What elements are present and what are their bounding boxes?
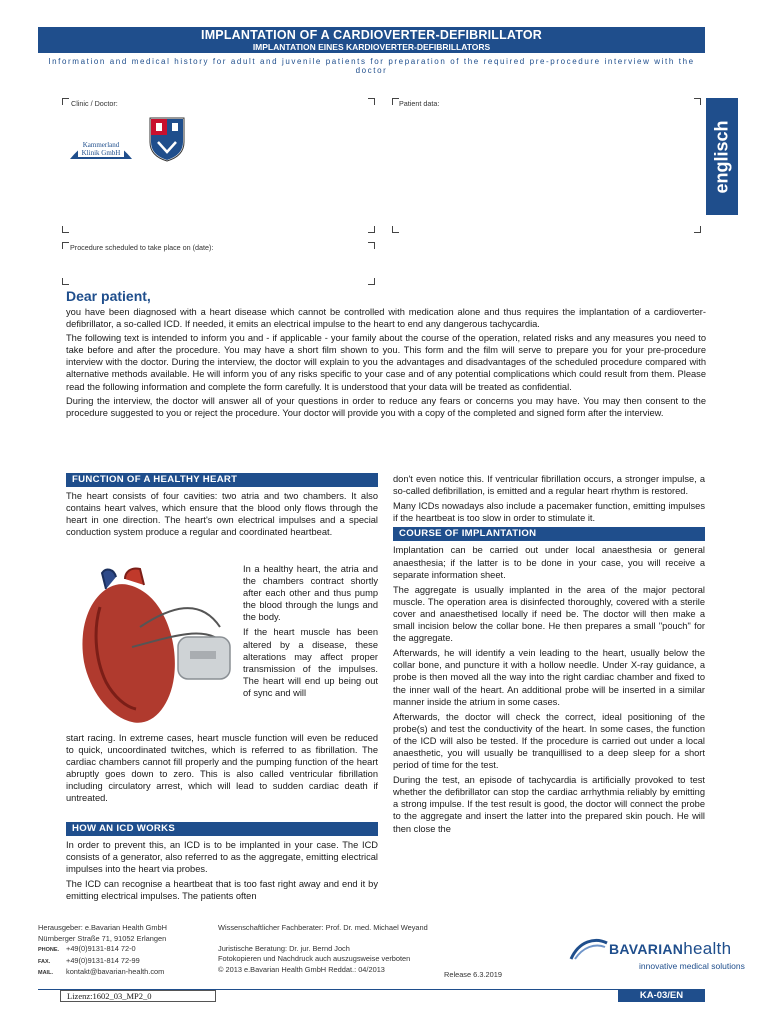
clinic-doctor-label: Clinic / Doctor:: [71, 99, 118, 108]
brand-tagline: innovative medical solutions: [639, 961, 745, 971]
paragraph: If the heart muscle has been altered by a disease, these alterations may affect proper transmission of the impulses. The heart will end up being out of sync and will: [243, 627, 378, 698]
paragraph: During the test, an episode of tachycardia is artificially provoked to test whether the defibrillator can stop the cardiac arrhythmia reliably by emitting a strong impulse. If the test result is good, the doctor will connect the probe to the aggregate and insert the latter into the prepared skin pouch. He will then close the: [393, 775, 705, 834]
paragraph: Many ICDs nowadays also include a pacemaker function, emitting impulses if the heartbeat is too slow in order to stimulate it.: [393, 501, 705, 524]
intro-text: [66, 306, 706, 421]
bavarian-health-swoosh-icon: [569, 935, 609, 961]
intro-paragraph: During the interview, the doctor will answer all of your questions in order to reduce any fears or concerns you may have. You may then consent to the procedure suggested to you or reject the procedure. Your doctor will provide you with a copy of the completed and signed form after the interview.: [66, 395, 706, 418]
paragraph: The heart consists of four cavities: two atria and two chambers. It also contains heart valves, which ensure that the blood only flows through the heart in one direction. The heart's own electrical impulses and a special conduction system produce a regular and coordinated heartbeat.: [66, 491, 378, 538]
section-heading-healthy-heart: FUNCTION OF A HEALTHY HEART: [66, 473, 378, 487]
field-corner: [694, 98, 701, 105]
legal-advisor: Juristische Beratung: Dr. jur. Bernd Joch: [218, 943, 350, 953]
clinic-logo-text-1: Kammerland: [82, 141, 120, 149]
mail-address: kontakt@bavarian-health.com: [66, 967, 165, 977]
clinic-logo-text-2: Klinik GmbH: [81, 149, 121, 157]
fax-number: +49(0)9131-814 72-99: [66, 955, 140, 965]
section-heading-course: COURSE OF IMPLANTATION: [393, 527, 705, 541]
icd-section: [66, 820, 378, 906]
brand-name: [609, 939, 731, 959]
field-corner: [368, 278, 375, 285]
clinic-logo: [68, 125, 134, 163]
field-corner: [62, 226, 69, 233]
brand-name-part-1: BAVARIAN: [609, 941, 684, 957]
field-corner: [694, 226, 701, 233]
fax-label: FAX.: [38, 958, 51, 965]
copyright: © 2013 e.Bavarian Health GmbH Reddat.: 04/2013: [218, 964, 385, 974]
field-corner: [62, 242, 69, 249]
field-corner: [368, 226, 375, 233]
bavarian-health-logo: [569, 935, 745, 975]
greeting: Dear patient,: [66, 288, 151, 304]
paragraph: Afterwards, he will identify a vein leading to the heart, usually below the collar bone, and puncture it with a hollow needle. Under X-ray guidance, a probe is then moved all the way into the right cardiac chamber and fixed to the inner wall of the heart. An additional probe will be inserted in a similar manner inside the atrium in some cases.: [393, 648, 705, 707]
heart-icd-illustration: [70, 567, 240, 732]
field-corner: [62, 98, 69, 105]
publisher-block: [38, 923, 228, 979]
language-tab: [706, 98, 738, 215]
patient-data-label: Patient data:: [399, 99, 440, 108]
language-label: englisch: [711, 119, 732, 194]
heart-text-block: [243, 563, 378, 702]
paragraph: Afterwards, the doctor will check the correct, ideal positioning of the probe(s) and test the conductivity of the heart. In some cases, the function of the ICD will also be tested. If the procedure is carried out under a local anaesthetic, you will usually be tranquillised to a deep sleep for a short period of time for the test.: [393, 711, 705, 771]
field-corner: [392, 226, 399, 233]
document-subtitle: IMPLANTATION EINES KARDIOVERTER-DEFIBRILLATORS: [252, 42, 491, 52]
scientific-advisor: Wissenschaftlicher Fachberater: Prof. Dr. med. Michael Weyand: [218, 923, 428, 932]
mail-label: MAIL.: [38, 970, 53, 977]
phone-number: +49(0)9131-814 72-0: [66, 944, 136, 954]
paragraph: In a healthy heart, the atria and the chambers contract shortly after each other and thus pump the blood through the lungs and the body.: [243, 564, 378, 623]
license-box: Lizenz:1602_03_MP2_0: [60, 990, 216, 1002]
procedure-date-label: Procedure scheduled to take place on (date):: [70, 243, 214, 252]
field-corner: [368, 98, 375, 105]
document-code: KA-03/EN: [618, 989, 705, 1002]
intro-paragraph: The following text is intended to inform you and - if applicable - your family about the course of the operation, related risks and any measures you need to take before and after the procedure. You may have a short film shown to you. This form and the film will serve to prepare you for your pre-procedure interview with the doctor. During the interview, the doctor will explain to you the advantages and disadvantages of the scheduled procedure compared with alternative methods available. He will inform you of any risks specific to your case and of any potential complications which could result from them. Please read the following information and complete the form carefully. It is understood that your data will be treated as confidential.: [66, 333, 706, 392]
credits-block: [218, 923, 518, 975]
release-version: Release 6.3.2019: [444, 970, 502, 979]
paragraph: Implantation can be carried out under local anaesthesia or general anaesthesia; if the latter is to be done in your case, you will receive a separate information sheet.: [393, 545, 705, 580]
phone-label: PHONE.: [38, 947, 60, 954]
paragraph: In order to prevent this, an ICD is to be implanted in your case. The ICD consists of a generator, also referred to as the aggregate, emitting electrical impulses into the heart via probes.: [66, 840, 378, 875]
paragraph: The ICD can recognise a heartbeat that is too fast right away and end it by emitting electrical impulses. The patients often: [66, 879, 378, 902]
left-column: [66, 471, 378, 541]
coat-of-arms-logo: [148, 116, 186, 162]
publisher-address: Nürnberger Straße 71, 91052 Erlangen: [38, 933, 167, 943]
paragraph: start racing. In extreme cases, heart muscle function will even be reduced to quick, uncoordinated twitches, which is referred to as fibrillation. The cardiac chambers cannot fill properly and the pumping function of the heart abruptly goes down to zero. This is also called ventricular fibrillation including circulatory arrest, which will lead to sudden cardiac death if untreated.: [66, 733, 378, 804]
info-line: Information and medical history for adult and juvenile patients for preparation of the required pre-procedure interview with the doctor: [48, 57, 695, 75]
right-column: [393, 473, 705, 838]
field-corner: [62, 278, 69, 285]
publisher: Herausgeber: e.Bavarian Health GmbH: [38, 923, 167, 932]
intro-paragraph: you have been diagnosed with a heart disease which cannot be controlled with medication alone and thus requires the implantation of a cardioverter-defibrillator, a so-called ICD. If needed, it emits an electrical impulse to the heart to end any dangerous tachycardia.: [66, 307, 706, 330]
document-title: IMPLANTATION OF A CARDIOVERTER-DEFIBRILLATOR: [201, 28, 542, 42]
paragraph: don't even notice this. If ventricular fibrillation occurs, a stronger impulse, a so-called defibrillation, is emitted and a regular heart rhythm is restored.: [393, 474, 705, 497]
section-heading-icd: HOW AN ICD WORKS: [66, 822, 378, 836]
copy-note: Fotokopieren und Nachdruck auch auszugsweise verboten: [218, 954, 411, 964]
document-title-bar: [38, 27, 705, 53]
field-corner: [392, 98, 399, 105]
brand-name-part-2: health: [683, 939, 732, 958]
field-corner: [368, 242, 375, 249]
paragraph: The aggregate is usually implanted in the area of the major pectoral muscle. The operation area is disinfected thoroughly, covered with a sterile cover and anaesthetised locally if need be. The doctor will then make a small incision below the collar bone. He then prepares a small "pouch" for the aggregate.: [393, 584, 705, 644]
